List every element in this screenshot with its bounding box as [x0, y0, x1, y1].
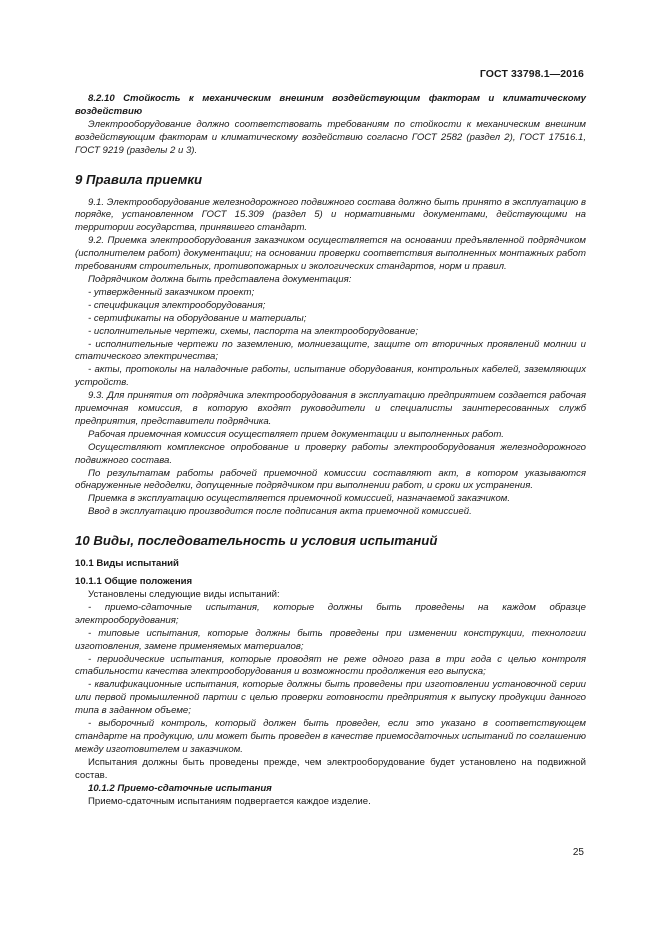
list-item: - сертификаты на оборудование и материалы;: [88, 312, 307, 324]
paragraph-9-2: 9.2. Приемка электрооборудования заказчиком осуществляется на основании предъявленной подрядчиком (исполнителем работ) документации; на основании проверки соответствия выполненных монтажных работ требованиям строительных, противопожарных и экологических стандартов, норм и правил.: [75, 235, 586, 273]
subsection-10-1-1-heading: 10.1.1 Общие положения: [75, 576, 193, 588]
list-item: - типовые испытания, которые должны быть проведены при изменении конструкции, технологии изготовления, замене применяемых материалов;: [75, 627, 586, 652]
list-item: - выборочный контроль, который должен быть проведен, если это указано в соответствующем стандарте на продукцию, или может быть проведен в качестве приемосдаточных испытаний по соглашению между изготовителем и заказчиком.: [75, 718, 587, 755]
subsection-10-1-heading: 10.1 Виды испытаний: [75, 558, 179, 570]
page-content: [75, 93, 586, 808]
tests-closing: Испытания должны быть проведены прежде, чем электрооборудование будет установлено на подвижной состав.: [75, 756, 586, 781]
section-8-2-10-title: 8.2.10 Стойкость к механическим внешним воздействующим факторам и климатическому воздействию: [75, 93, 586, 117]
documentation-intro: Подрядчиком должна быть представлена документация:: [88, 273, 352, 285]
list-item: - исполнительные чертежи, схемы, паспорта на электрооборудование;: [88, 325, 419, 337]
subsection-10-1-2-heading: 10.1.2 Приемо-сдаточные испытания: [88, 782, 272, 794]
list-item: - акты, протоколы на наладочные работы, испытание оборудования, контрольных кабелей, заземляющих устройств.: [75, 364, 586, 389]
paragraph: Рабочая приемочная комиссия осуществляет прием документации и выполненных работ.: [88, 428, 504, 440]
section-8-2-10-text: Электрооборудование должно соответствовать требованиям по стойкости к механическим внешним воздействующим факторам и климатическому воздействию согласно ГОСТ 2582 (раздел 2), ГОСТ 17516.1, ГОСТ 9219 (разделы 2 и 3).: [75, 118, 586, 156]
paragraph-9-1: 9.1. Электрооборудование железнодорожного подвижного состава должно быть принято в эксплуатацию в порядке, установленном ГОСТ 15.309 (раздел 5) и нормативными документами, действующими на территории государства, принявшего стандарт.: [75, 196, 586, 234]
tests-intro: Установлены следующие виды испытаний:: [88, 589, 280, 600]
paragraph: По результатам работы рабочей приемочной комиссии составляют акт, в котором указываются обнаруженные недоделки, допущенные подрядчиком при выполнении работ, и сроки их устранения.: [75, 467, 586, 492]
list-item: - исполнительные чертежи по заземлению, молниезащите, защите от вторичных проявлений молнии и статического электричества;: [75, 338, 586, 363]
subsection-10-1-2-text: Приемо-сдаточным испытаниям подвергается каждое изделие.: [88, 795, 371, 807]
page-number: 25: [572, 847, 584, 858]
list-item: - утвержденный заказчиком проект;: [88, 286, 255, 298]
standard-code: ГОСТ 33798.1—2016: [479, 68, 584, 80]
section-9-heading: 9 Правила приемки: [75, 171, 203, 187]
paragraph: Приемка в эксплуатацию осуществляется приемочной комиссией, назначаемой заказчиком.: [88, 493, 511, 505]
paragraph: Ввод в эксплуатацию производится после подписания акта приемочной комиссией.: [88, 506, 472, 518]
section-10-heading: 10 Виды, последовательность и условия испытаний: [75, 533, 438, 549]
list-item: - периодические испытания, которые проводят не реже одного раза в три года с целью контроля стабильности качества электрооборудования и возможности продолжения его выпуска;: [75, 653, 586, 678]
paragraph: Осуществляют комплексное опробование и проверку работы электрооборудования железнодорожного подвижного состава.: [75, 441, 586, 466]
list-item: - спецификация электрооборудования;: [88, 299, 266, 311]
list-item: - квалификационные испытания, которые должны быть проведены при изготовлении установочной серии или первой промышленной партии с целью проверки готовности предприятия к выпуску продукции данного типа в заданном объеме;: [75, 679, 586, 717]
paragraph-9-3: 9.3. Для принятия от подрядчика электрооборудования в эксплуатацию предприятием создается рабочая приемочная комиссия, в которую входят руководители и специалисты заинтересованных служб предприятия, представители подрядчика.: [75, 390, 586, 427]
list-item: - приемо-сдаточные испытания, которые должны быть проведены на каждом образце электрооборудования;: [75, 601, 586, 626]
